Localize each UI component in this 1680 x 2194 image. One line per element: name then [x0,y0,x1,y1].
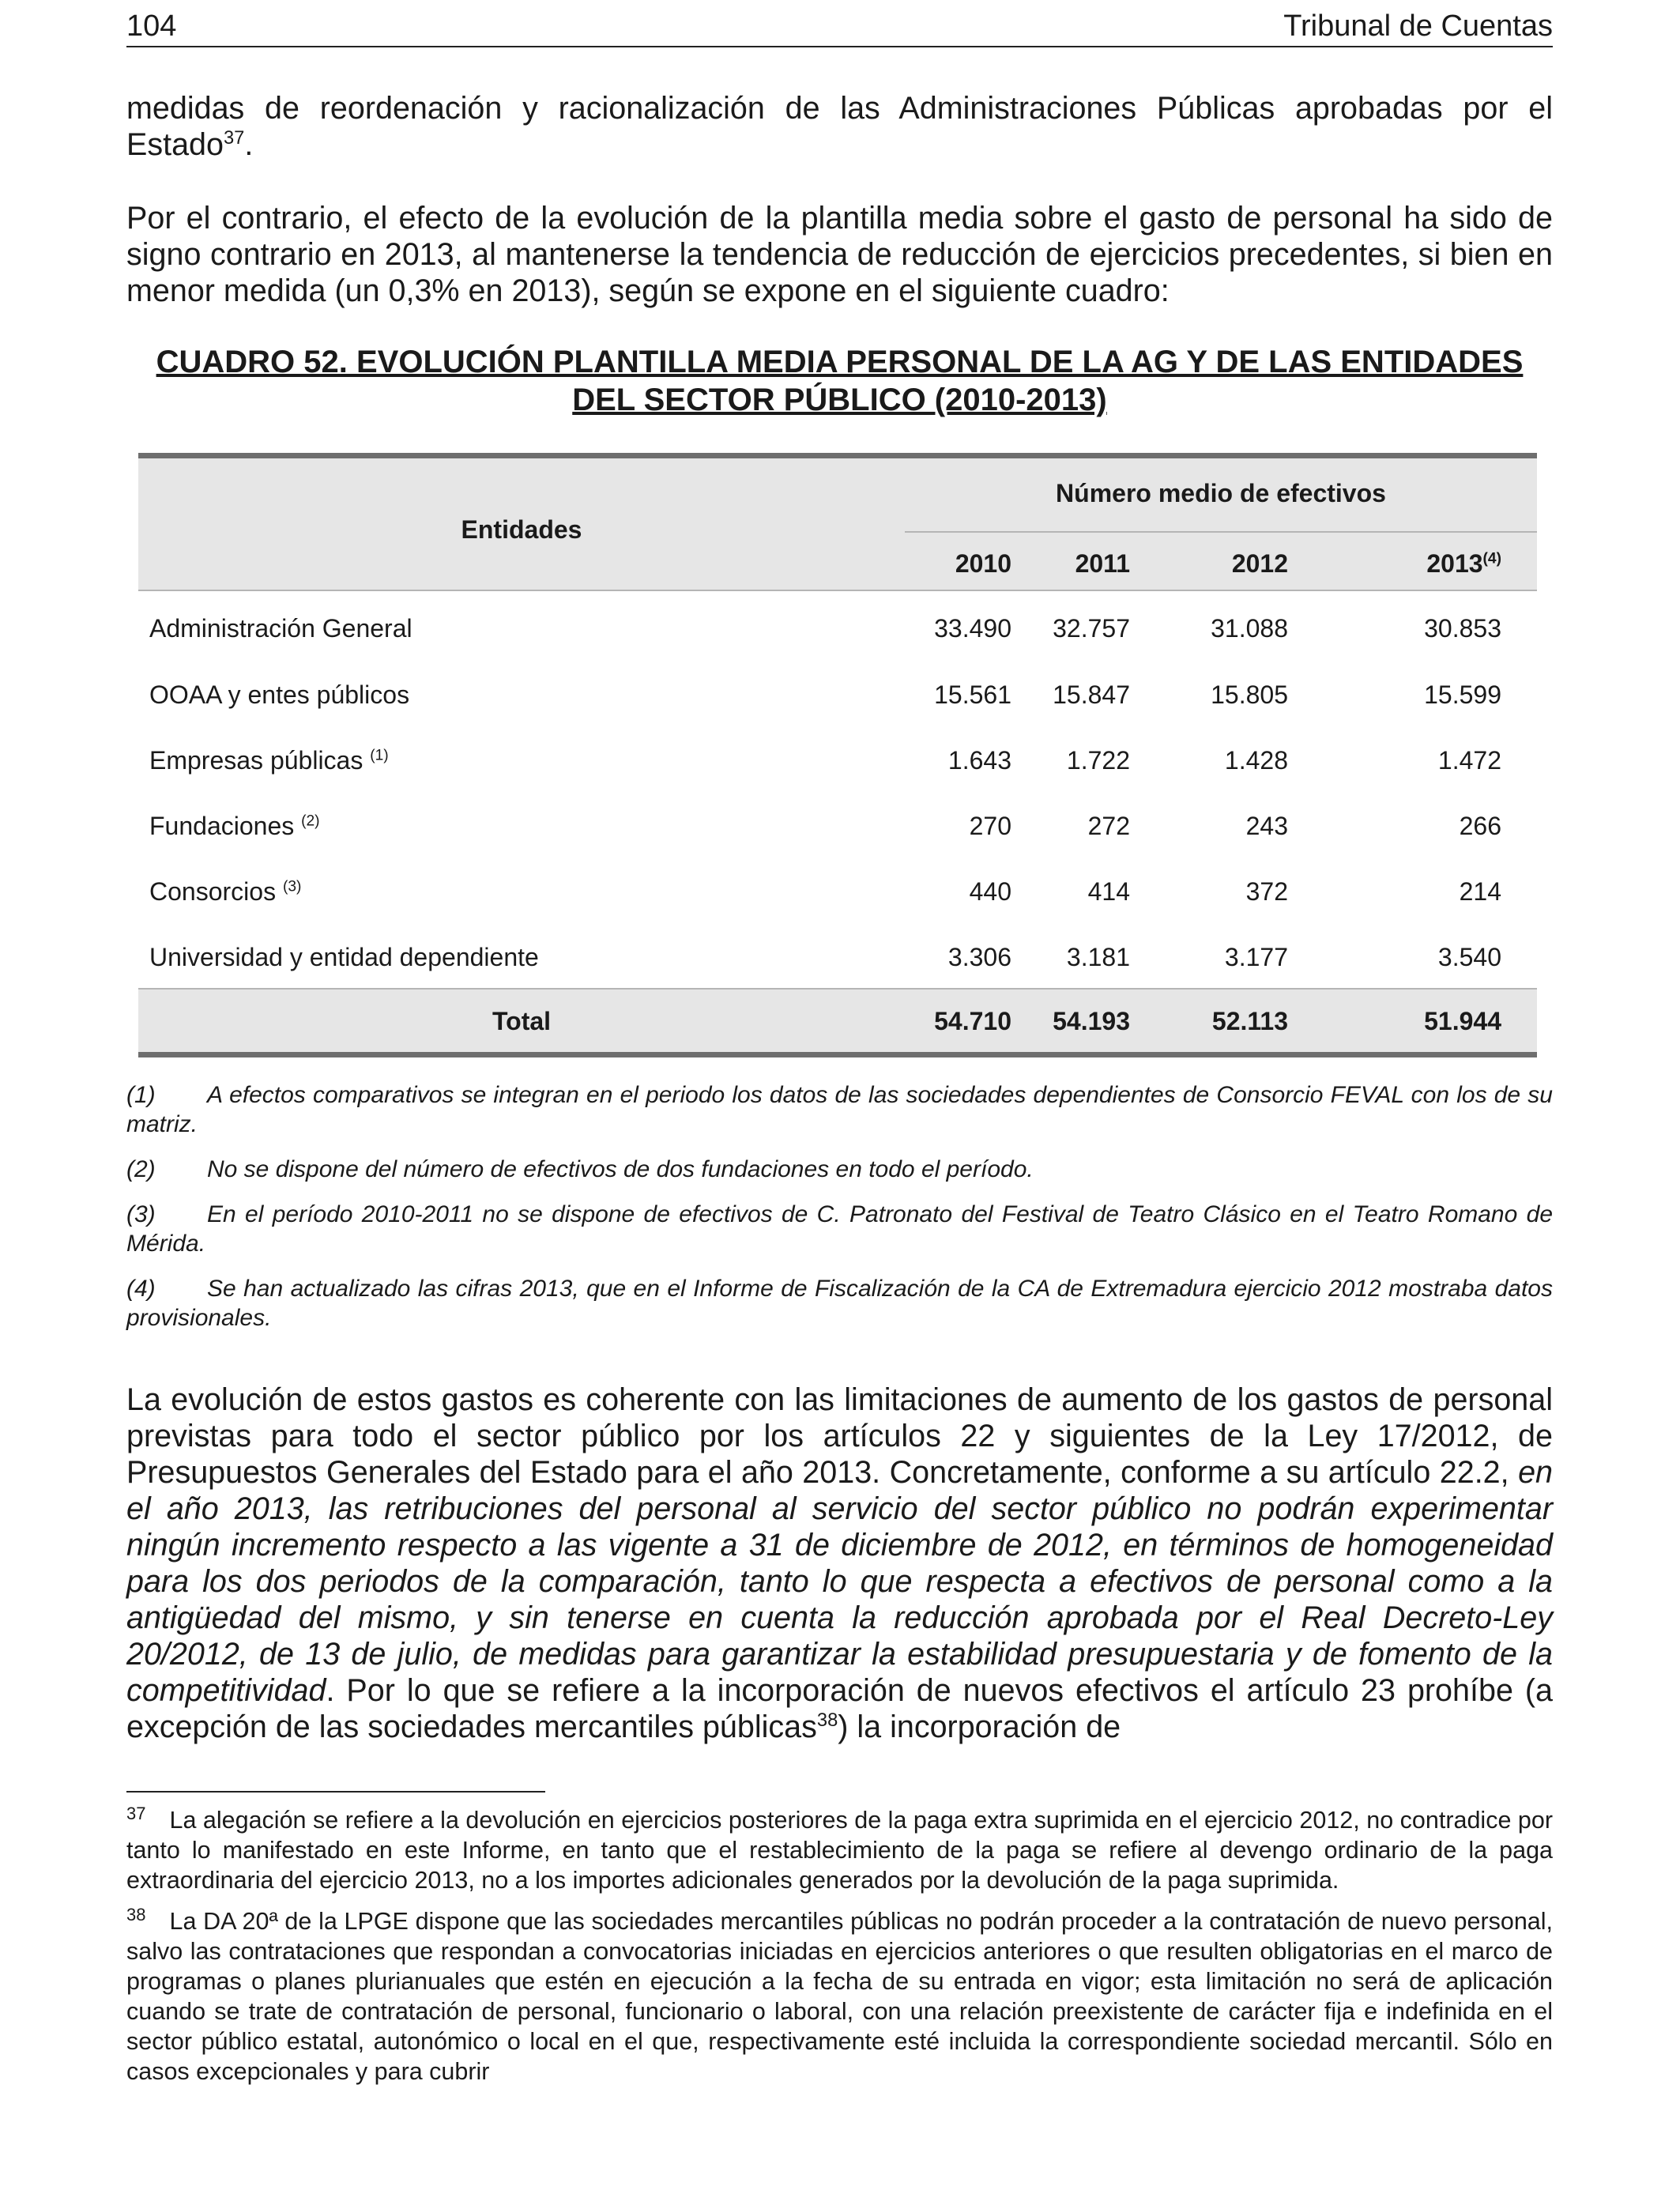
row-name: Consorcios [149,877,277,906]
table-note-text: A efectos comparativos se integran en el periodo los datos de las sociedades dependientes de Consorcio FEVAL con los de su matriz. [126,1082,1553,1137]
page-number: 104 [126,9,177,43]
paragraph-2: Por el contrario, el efecto de la evolución de la plantilla media sobre el gasto de personal ha sido de signo contrario en 2013, al mantenerse la tendencia de reducción de ejercicios precedentes, si bien en menor medida (un 0,3% en 2013), según se expone en el siguiente cuadro: [126,201,1553,308]
footnote [126,1805,1553,1895]
column-header-year [1288,549,1501,579]
row-value: 272 [1087,812,1130,840]
row-name: Fundaciones [149,812,295,840]
table-title [134,343,1545,419]
row-value: 243 [1245,812,1288,840]
row-value: 3.306 [947,943,1011,971]
year-note: (4) [1482,550,1501,567]
header-divider [905,531,1537,533]
column-group-header: Número medio de efectivos [1056,479,1386,507]
footnote [126,1906,1553,2087]
row-name: OOAA y entes públicos [149,680,410,709]
row-value: 3.540 [1437,943,1501,971]
row-value: 15.599 [1424,680,1501,709]
row-name: Universidad y entidad dependiente [149,943,539,971]
footnote-ref-37[interactable]: 37 [223,127,245,149]
row-value: 1.472 [1437,746,1501,775]
staff-table [138,453,1537,1057]
total-value: 52.113 [1211,1007,1288,1035]
row-value: 15.847 [1053,680,1130,709]
footnote-text: La alegación se refiere a la devolución en ejercicios posteriores de la paga extra suprimida en el ejercicio 2012, no contradice por tanto lo manifestado en este Informe, en tanto que el restablecimiento de la paga se refiere al devengo ordinario de la paga extraordinaria del ejercicio 2013, no a los importes adicionales generados por la devolución de la paga suprimida. [126,1807,1553,1894]
paragraph-3-part-c: ) la incorporación de [838,1710,1121,1744]
row-value: 440 [969,877,1011,906]
table-row [138,727,1537,793]
row-value: 33.490 [934,614,1011,643]
column-header-year: 2012 [1231,549,1288,578]
footnote-ref-38[interactable]: 38 [816,1710,838,1731]
row-note: (3) [282,878,302,895]
row-value: 32.757 [1053,614,1130,643]
row-label [149,812,320,841]
header-title: Tribunal de Cuentas [1283,9,1553,43]
table-row [138,793,1537,858]
footnote-number: 38 [126,1904,146,1924]
row-label [149,614,412,643]
page-header [126,8,1553,47]
row-value: 30.853 [1424,614,1501,643]
paragraph-3-quote: en el año 2013, las retribuciones del personal al servicio del sector público no podrán experimentar ningún incremento respecto a las vigente a 31 de diciembre de 2012, en términos de homogeneidad para los dos periodos de la comparación, tanto lo que respecta a efectivos de personal como a la antigüedad del mismo, y sin tenerse en cuenta la reducción aprobada por el Real Decreto-Ley 20/2012, de 13 de julio, de medidas para garantizar la estabilidad presupuestaria y de fomento de la competitividad [126,1455,1553,1708]
table-note-text: En el período 2010-2011 no se dispone de efectivos de C. Patronato del Festival de Teatro Clásico en el Teatro Romano de Mérida. [126,1201,1553,1257]
footnotes [126,1805,1553,2098]
row-label [149,680,409,710]
row-value: 270 [969,812,1011,840]
total-value: 51.944 [1424,1007,1501,1035]
row-value: 3.177 [1224,943,1288,971]
column-header-entidades: Entidades [461,515,582,544]
row-name: Administración General [149,614,412,643]
footnote-text: La DA 20ª de la LPGE dispone que las sociedades mercantiles públicas no podrán proceder a la contratación de nuevo personal, salvo las contrataciones que respondan a convocatorias iniciadas en ejercicios anteriores o que resulten obligatorias en el marco de programas o planes plurianuales que estén en ejecución a la fecha de su entrada en vigor; esta limitación no será de aplicación cuando se trate de contratación de personal, funcionario o laboral, con una relación preexistente de carácter fija e indefinida en el sector público estatal, autonómico o local en el que, respectivamente esté incluida la correspondiente sociedad mercantil. Sólo en casos excepcionales y para cubrir [126,1908,1553,2085]
year-label: 2013 [1426,549,1483,578]
row-value: 414 [1087,877,1130,906]
table-title-line-2: DEL SECTOR PÚBLICO (2010-2013) [572,383,1107,417]
row-value: 1.722 [1066,746,1130,775]
table-header [138,453,1537,591]
table-row [138,595,1537,661]
table-row [138,662,1537,727]
total-label: Total [492,1007,552,1035]
total-value: 54.710 [934,1007,1011,1035]
row-value: 266 [1459,812,1501,840]
table-notes [126,1080,1553,1348]
row-value: 1.643 [947,746,1011,775]
row-value: 214 [1459,877,1501,906]
paragraph-3-part-a: La evolución de estos gastos es coherente con las limitaciones de aumento de los gastos de personal previstas para todo el sector público por los artículos 22 y siguientes de la Ley 17/2012, de Presupuestos Generales del Estado para el año 2013. Concretamente, conforme a su artículo 22.2, [126,1382,1553,1490]
paragraph-1-text: medidas de reordenación y racionalización de las Administraciones Públicas aprobadas por el Estado [126,91,1553,162]
row-label [149,746,389,775]
table-note-number: (1) [126,1082,156,1108]
table-note-number: (3) [126,1201,156,1227]
table-total-row [138,988,1537,1057]
table-note-number: (2) [126,1156,156,1182]
paragraph-3 [126,1382,1553,1745]
row-name: Empresas públicas [149,746,363,775]
row-label [149,943,539,972]
paragraph-1 [126,90,1553,163]
column-header-year: 2010 [955,549,1011,578]
row-value: 372 [1245,877,1288,906]
table-row [138,924,1537,990]
row-value: 3.181 [1066,943,1130,971]
paragraph-3-part-b: . Por lo que se refiere a la incorporación de nuevos efectivos el artículo 23 prohíbe (a excepción de las sociedades mercantiles públicas [126,1673,1553,1744]
row-value: 1.428 [1224,746,1288,775]
table-note [126,1274,1553,1333]
total-value: 54.193 [1053,1007,1130,1035]
table-note [126,1080,1553,1139]
footnote-number: 37 [126,1803,146,1823]
row-value: 15.805 [1211,680,1288,709]
table-note [126,1200,1553,1258]
column-header-year: 2011 [1075,549,1130,578]
table-note [126,1155,1553,1184]
row-value: 31.088 [1211,614,1288,643]
footnote-separator [126,1791,545,1793]
row-note: (1) [370,747,389,764]
table-note-text: No se dispone del número de efectivos de dos fundaciones en todo el período. [207,1156,1034,1182]
row-note: (2) [301,812,320,830]
table-row [138,858,1537,924]
row-label [149,877,301,907]
table-note-number: (4) [126,1276,156,1302]
paragraph-1-end: . [244,127,254,162]
table-title-line-1: CUADRO 52. EVOLUCIÓN PLANTILLA MEDIA PERSONAL DE LA AG Y DE LAS ENTIDADES [156,345,1524,379]
table-note-text: Se han actualizado las cifras 2013, que en el Informe de Fiscalización de la CA de Extremadura ejercicio 2012 mostraba datos provisionales. [126,1276,1553,1331]
row-value: 15.561 [934,680,1011,709]
